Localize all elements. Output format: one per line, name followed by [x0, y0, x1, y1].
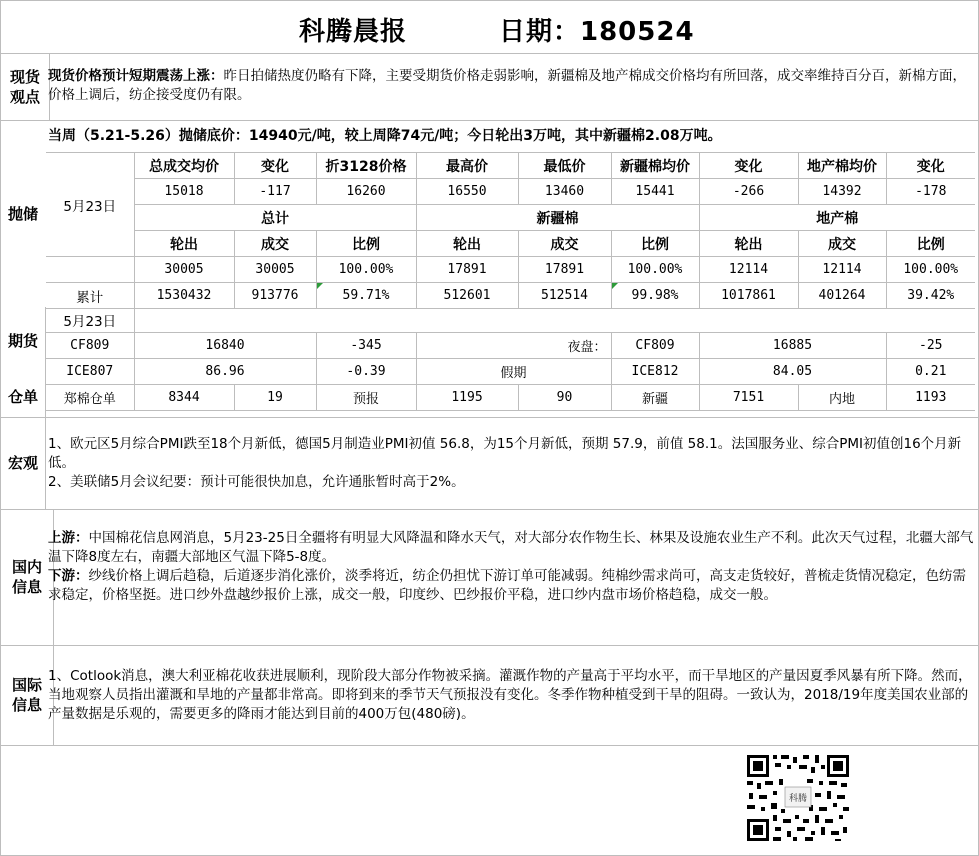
domestic-content: [48, 529, 974, 605]
sub-header: 比例: [611, 231, 699, 257]
qr-code-image: [745, 753, 851, 843]
warehouse-name: 郑棉仓单: [46, 385, 134, 411]
group-xinjiang-header: 新疆棉: [416, 205, 699, 231]
spot-body: 昨日拍储热度仍略有下降，主要受期货价格走弱影响，新疆棉及地产棉成交价格均有所回落，成交率维持百分百，新棉方面，价格上调后，纺企接受度仍有限。: [48, 68, 966, 103]
downstream-paragraph: [48, 567, 974, 605]
macro-label: 宏观: [1, 417, 46, 509]
cumulative-value: 401264: [798, 283, 886, 309]
price-header: 最低价: [518, 153, 611, 179]
price-header: 新疆棉均价: [611, 153, 699, 179]
ice807-change: -0.39: [316, 359, 416, 385]
macro-section: [1, 417, 978, 510]
futures-date: 5月23日: [46, 307, 134, 333]
holiday-label: 假期: [416, 359, 611, 385]
sub-header: 轮出: [699, 231, 798, 257]
cumulative-value: 99.98%: [611, 283, 699, 309]
price-value: 16260: [316, 179, 416, 205]
sub-header: 比例: [886, 231, 975, 257]
daily-value: 30005: [234, 257, 316, 283]
price-header: 总成交均价: [134, 153, 234, 179]
price-header: 折3128价格: [316, 153, 416, 179]
xinjiang-label: 新疆: [611, 385, 699, 411]
daily-value: 30005: [134, 257, 234, 283]
ice812-price: 84.05: [699, 359, 886, 385]
ice807-code: ICE807: [46, 359, 134, 385]
cumulative-value: 913776: [234, 283, 316, 309]
report-title: 科腾晨报: [299, 17, 408, 47]
price-header: 最高价: [416, 153, 518, 179]
spot-headline: 现货价格预计短期震荡上涨：: [48, 68, 224, 84]
blank-cell: [46, 257, 134, 283]
warehouse-change: 19: [234, 385, 316, 411]
spot-label: 现货观点: [1, 53, 50, 120]
cumulative-value: 1530432: [134, 283, 234, 309]
price-value: 15441: [611, 179, 699, 205]
upstream-paragraph: [48, 529, 974, 567]
cumulative-value: 512514: [518, 283, 611, 309]
reserve-summary: 当周（5.21-5.26）抛储底价：14940元/吨，较上周降74元/吨；今日轮出3万吨，其中新疆棉2.08万吨。: [48, 128, 722, 144]
daily-value: 100.00%: [611, 257, 699, 283]
ice812-code: ICE812: [611, 359, 699, 385]
futures-label: [1, 307, 46, 417]
daily-value: 12114: [798, 257, 886, 283]
price-value: 15018: [134, 179, 234, 205]
sub-header: 轮出: [416, 231, 518, 257]
sub-header: 成交: [518, 231, 611, 257]
inland-label: 内地: [798, 385, 886, 411]
international-text: 1、Cotlook消息，澳大利亚棉花收获进展顺利，现阶段大部分作物被采摘。灌溉作物的产量高于平均水平，而干旱地区的产量因夏季风暴有所下降。然而，当地观察人员指出灌溉和旱地的产量都非常高。即将到来的季节天气预报没有变化。冬季作物种植受到干旱的阻碍。一致认为，2018/19年度美国农业部的产量数据是乐观的，需要更多的降雨才能达到目前的400万包(480磅)。: [48, 668, 972, 722]
sub-header: 轮出: [134, 231, 234, 257]
downstream-text: 纱线价格上调后趋稳，后道逐步消化涨价，淡季将近，纺企仍担忧下游订单可能减弱。纯棉纱需求尚可，高支走货较好，普梳走货情况稳定，色纺需求稳定，价格坚挺。进口纱外盘越纱报价上涨，成交一般，印度纱、巴纱报价平稳，进口纱内盘市场价格趋稳，成交一般。: [48, 568, 966, 603]
price-value: 13460: [518, 179, 611, 205]
macro-item: 2、美联储5月会议纪要：预计可能很快加息，允许通胀暂时高于2%。: [48, 474, 465, 490]
forecast-value: 1195: [416, 385, 518, 411]
domestic-section: [1, 509, 978, 646]
price-value: -266: [699, 179, 798, 205]
price-value: -178: [886, 179, 975, 205]
daily-value: 100.00%: [316, 257, 416, 283]
daily-value: 17891: [416, 257, 518, 283]
daily-value: 12114: [699, 257, 798, 283]
downstream-label: 下游：: [48, 568, 89, 584]
domestic-label: 国内信息: [1, 509, 54, 645]
international-section: [1, 645, 978, 746]
forecast-change: 90: [518, 385, 611, 411]
cf809-code: CF809: [46, 333, 134, 359]
qr-center-text: 科腾: [788, 794, 808, 804]
cumulative-value: 39.42%: [886, 283, 975, 309]
spot-content: [48, 67, 974, 105]
reserve-label: 抛储: [7, 205, 38, 223]
sub-header: 比例: [316, 231, 416, 257]
upstream-text: 中国棉花信息网消息，5月23-25日全疆将有明显大风降温和降水天气，对大部分农作物生长、林果及设施农业生产不利。此次天气过程，北疆大部气温下降8度左右，南疆大部地区气温下降5-8度。: [48, 530, 974, 565]
cf809-night-change: -25: [886, 333, 975, 359]
xinjiang-value: 7151: [699, 385, 798, 411]
macro-item: 1、欧元区5月综合PMI跌至18个月新低，德国5月制造业PMI初值 56.8，为15个月新低，预期 57.9，前值 58.1。法国服务业、综合PMI初值创16个月新低。: [48, 436, 962, 471]
cumulative-label: 累计: [46, 283, 134, 309]
sub-header: 成交: [234, 231, 316, 257]
forecast-label: 预报: [316, 385, 416, 411]
cf809-change: -345: [316, 333, 416, 359]
price-header: 变化: [234, 153, 316, 179]
warehouse-label-text: 仓单: [7, 388, 38, 406]
international-label: 国际信息: [1, 645, 54, 745]
inland-value: 1193: [886, 385, 975, 411]
futures-table: [46, 307, 975, 411]
cf809-price: 16840: [134, 333, 316, 359]
group-local-header: 地产棉: [699, 205, 975, 231]
report-date: 日期：180524: [499, 17, 695, 47]
cumulative-value: 59.71%: [316, 283, 416, 309]
price-header: 变化: [886, 153, 975, 179]
group-total-header: 总计: [134, 205, 416, 231]
reserve-table: [46, 152, 975, 309]
upstream-label: 上游：: [48, 530, 89, 546]
reserve-date: 5月23日: [46, 153, 134, 257]
warehouse-value: 8344: [134, 385, 234, 411]
sub-header: 成交: [798, 231, 886, 257]
ice807-price: 86.96: [134, 359, 316, 385]
ice812-change: 0.21: [886, 359, 975, 385]
price-value: 14392: [798, 179, 886, 205]
futures-label-text: 期货: [7, 332, 38, 350]
daily-value: 100.00%: [886, 257, 975, 283]
price-value: -117: [234, 179, 316, 205]
cumulative-value: 1017861: [699, 283, 798, 309]
spot-section: [1, 53, 978, 121]
cumulative-value: 512601: [416, 283, 518, 309]
blank-cell: [134, 307, 975, 333]
report-header: [1, 1, 978, 54]
cf809-night-code: CF809: [611, 333, 699, 359]
price-value: 16550: [416, 179, 518, 205]
night-session-label: 夜盘：: [416, 333, 611, 359]
price-header: 地产棉均价: [798, 153, 886, 179]
daily-value: 17891: [518, 257, 611, 283]
macro-content: [48, 435, 974, 492]
cf809-night-price: 16885: [699, 333, 886, 359]
price-header: 变化: [699, 153, 798, 179]
